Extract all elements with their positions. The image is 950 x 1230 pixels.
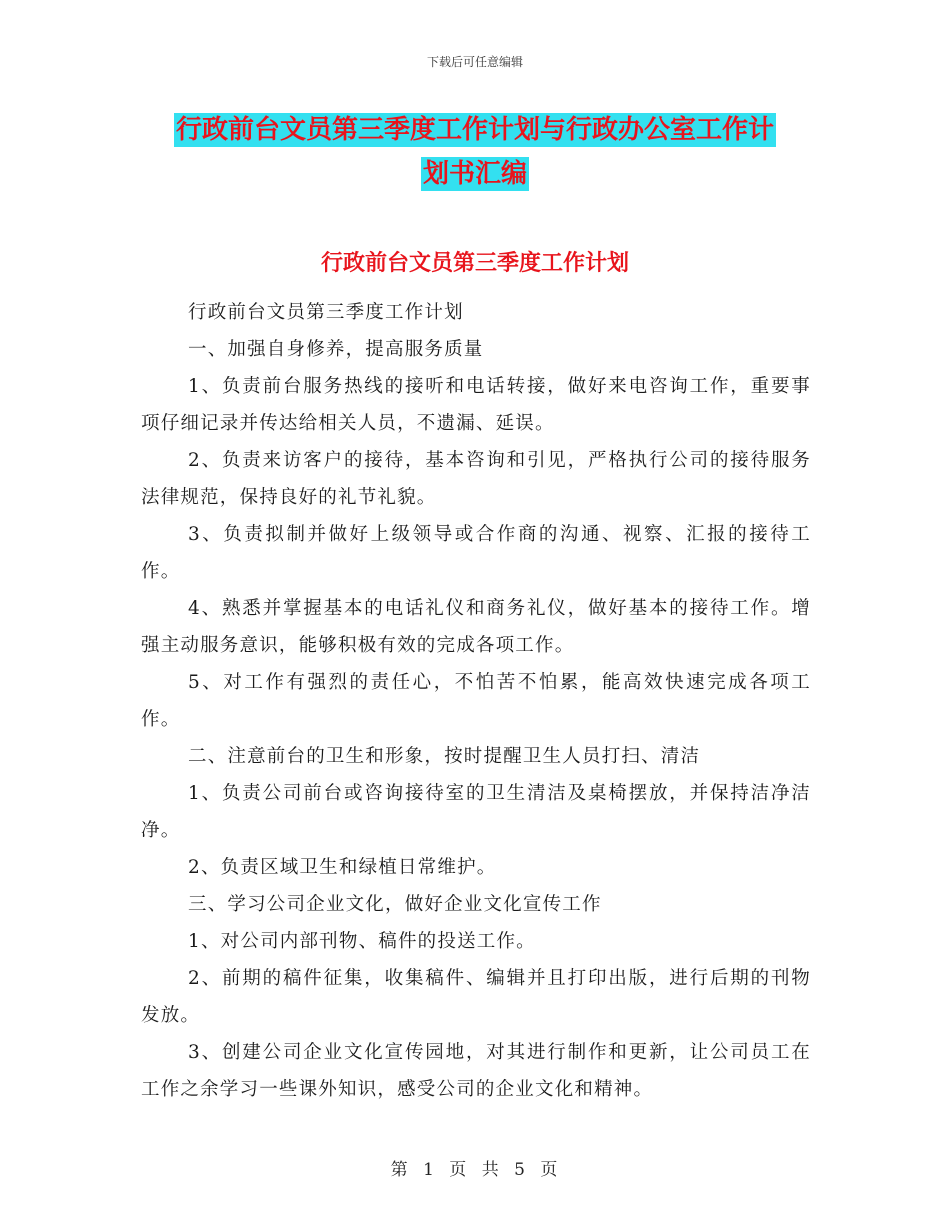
paragraph: 3、负责拟制并做好上级领导或合作商的沟通、视察、汇报的接待工作。 — [141, 524, 811, 582]
header-note: 下载后可任意编辑 — [426, 55, 523, 69]
paragraph: 4、熟悉并掌握基本的电话礼仪和商务礼仪，做好基本的接待工作。增强主动服务意识，能够积极有效的完成各项工作。 — [141, 598, 811, 656]
document-title — [0, 108, 950, 196]
document-body — [141, 294, 811, 1108]
document-title-line-1: 行政前台文员第三季度工作计划与行政办公室工作计 — [175, 115, 774, 145]
paragraph: 1、负责前台服务热线的接听和电话转接，做好来电咨询工作，重要事项仔细记录并传达给相关人员，不遗漏、延误。 — [141, 376, 811, 434]
footer-suffix: 页 — [540, 1160, 560, 1180]
paragraph: 一、加强自身修养，提高服务质量 — [188, 339, 484, 360]
footer-total-word: 共 — [481, 1160, 501, 1180]
paragraph: 2、前期的稿件征集，收集稿件、编辑并且打印出版，进行后期的刊物发放。 — [141, 968, 811, 1026]
footer-current-page: 1 — [423, 1160, 436, 1180]
page-footer — [0, 1155, 950, 1180]
section-title: 行政前台文员第三季度工作计划 — [320, 251, 629, 276]
paragraph: 2、负责来访客户的接待，基本咨询和引见，严格执行公司的接待服务法律规范，保持良好的礼节礼貌。 — [141, 450, 811, 508]
footer-prefix: 第 — [390, 1160, 410, 1180]
footer-page-word: 页 — [449, 1160, 469, 1180]
paragraph: 1、对公司内部刊物、稿件的投送工作。 — [188, 931, 536, 952]
document-title-line-2: 划书汇编 — [422, 159, 527, 189]
paragraph: 二、注意前台的卫生和形象，按时提醒卫生人员打扫、清洁 — [188, 746, 701, 767]
paragraph: 1、负责公司前台或咨询接待室的卫生清洁及桌椅摆放，并保持洁净洁净。 — [141, 783, 811, 841]
paragraph: 行政前台文员第三季度工作计划 — [188, 302, 464, 323]
footer-total-pages: 5 — [514, 1160, 527, 1180]
paragraph: 三、学习公司企业文化，做好企业文化宣传工作 — [188, 894, 602, 915]
paragraph: 2、负责区域卫生和绿植日常维护。 — [188, 857, 497, 878]
paragraph: 3、创建公司企业文化宣传园地，对其进行制作和更新，让公司员工在工作之余学习一些课外知识，感受公司的企业文化和精神。 — [141, 1042, 811, 1100]
paragraph: 5、对工作有强烈的责任心，不怕苦不怕累，能高效快速完成各项工作。 — [141, 672, 811, 730]
